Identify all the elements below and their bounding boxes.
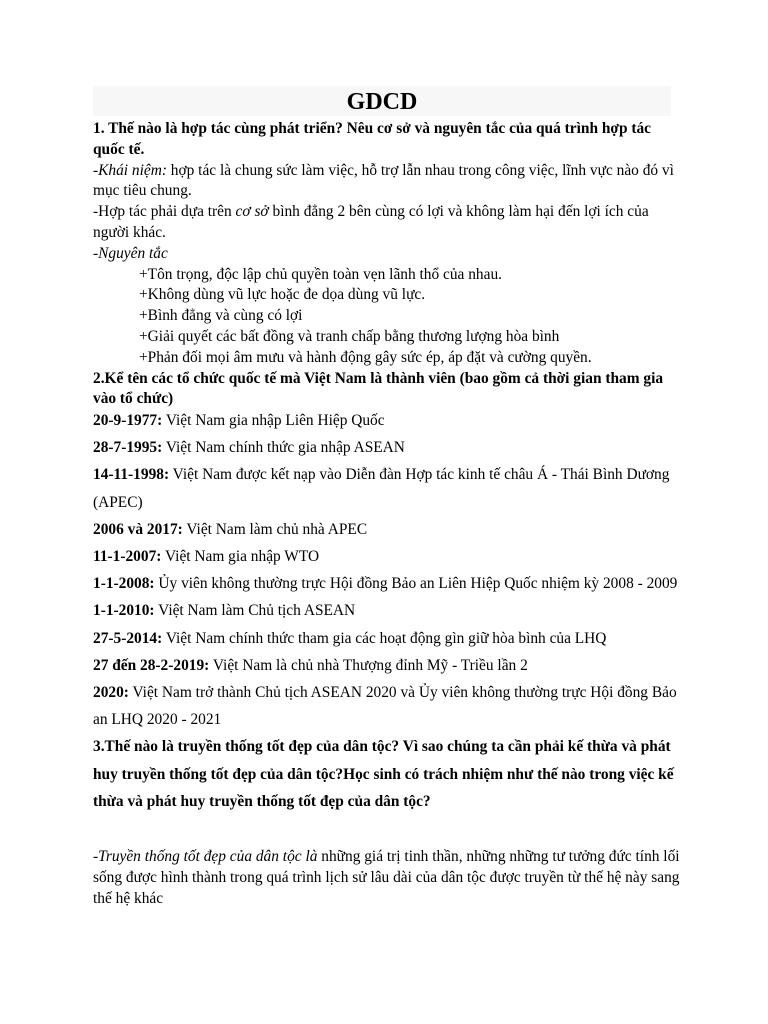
tradition-text: những giá trị tinh thần, những những tư tưởng đức tính lối sống được hình thành trong quá trình lịch sử lâu dài của dân tộc được truyền từ thế hệ này sang thế hệ khác [93,848,680,907]
membership-timeline [93,407,683,815]
tradition-paragraph [93,847,683,909]
timeline-item: 1-1-2008: Ủy viên không thường trực Hội đồng Bảo an Liên Hiệp Quốc nhiệm kỳ 2008 - 2009 [93,575,678,593]
question-1-heading: 1. Thế nào là hợp tác cùng phát triển? Nêu cơ sở và nguyên tắc của quá trình hợp tác quốc tế. [93,120,652,158]
timeline-date: 1-1-2008: [93,575,155,593]
tradition-label: -Truyền thống tốt đẹp của dân tộc là [93,848,318,865]
principle-item: +Bình đẳng và cùng có lợi [139,307,303,325]
timeline-date: 1-1-2010: [93,602,155,620]
principles-label: -Nguyên tắc [93,244,168,262]
question-3-answer [93,847,683,909]
timeline-item: 2020: Việt Nam trở thành Chủ tịch ASEAN 2020 và Ủy viên không thường trực Hội đồng Bảo an LHQ 2020 - 2021 [93,684,677,729]
timeline-item: 20-9-1977: Việt Nam gia nhập Liên Hiệp Quốc [93,412,385,429]
question-3-heading: 3.Thế nào là truyền thống tốt đẹp của dân tộc? Vì sao chúng ta cần phải kế thừa và phát huy truyền thống tốt đẹp của dân tộc?Học sinh có trách nhiệm như thế nào trong việc kế thừa và phát huy truyền thống tốt đẹp của dân tộc? [93,738,674,810]
timeline-item: 11-1-2007: Việt Nam gia nhập WTO [93,548,320,566]
principle-item: +Tôn trọng, độc lập chủ quyền toàn vẹn lãnh thổ của nhau. [139,265,502,283]
timeline-item: 27 đến 28-2-2019: Việt Nam là chủ nhà Thượng đỉnh Mỹ - Triều lần 2 [93,656,528,674]
timeline-item: 28-7-1995: Việt Nam chính thức gia nhập ASEAN [93,439,405,457]
basis-label: cơ sở [235,203,269,221]
principle-item: +Không dùng vũ lực hoặc đe dọa dùng vũ lực. [139,286,426,304]
timeline-date: 27-5-2014: [93,629,163,647]
timeline-date: 14-11-1998: [93,466,170,484]
timeline-date: 2020: [93,684,129,702]
timeline-date: 20-9-1977: [93,412,163,429]
timeline-date: 27 đến 28-2-2019: [93,656,210,674]
concept-text: hợp tác là chung sức làm việc, hỗ trợ lẫn nhau trong công việc, lĩnh vực nào đó vì mục tiêu chung. [93,161,674,200]
timeline-item: 14-11-1998: Việt Nam được kết nạp vào Diễn đàn Hợp tác kinh tế châu Á - Thái Bình Dương (APEC) [93,466,670,511]
basis-paragraph: -Hợp tác phải dựa trên cơ sở bình đẳng 2 bên cùng có lợi và không làm hại đến lợi ích của người khác. [93,203,649,241]
timeline-item: 2006 và 2017: Việt Nam làm chủ nhà APEC [93,520,368,538]
timeline-item: 27-5-2014: Việt Nam chính thức tham gia các hoạt động gìn giữ hòa bình của LHQ [93,629,607,647]
timeline-date: 11-1-2007: [93,548,162,566]
timeline-date: 28-7-1995: [93,439,163,457]
timeline-date: 2006 và 2017: [93,520,183,538]
concept-label: -Khái niệm: [93,161,167,179]
page-title: GDCD [346,89,418,115]
principle-item: +Phản đối mọi âm mưu và hành động gây sức ép, áp đặt và cường quyền. [139,348,592,366]
principle-item: +Giải quyết các bất đồng và tranh chấp bằng thương lượng hòa bình [139,327,560,345]
timeline-item: 1-1-2010: Việt Nam làm Chủ tịch ASEAN [93,602,356,620]
question-1-section [93,119,683,410]
question-2-heading: 2.Kể tên các tổ chức quốc tế mà Việt Nam là thành viên (bao gồm cả thời gian tham gia vào tổ chức) [93,369,664,408]
concept-paragraph [93,161,683,203]
